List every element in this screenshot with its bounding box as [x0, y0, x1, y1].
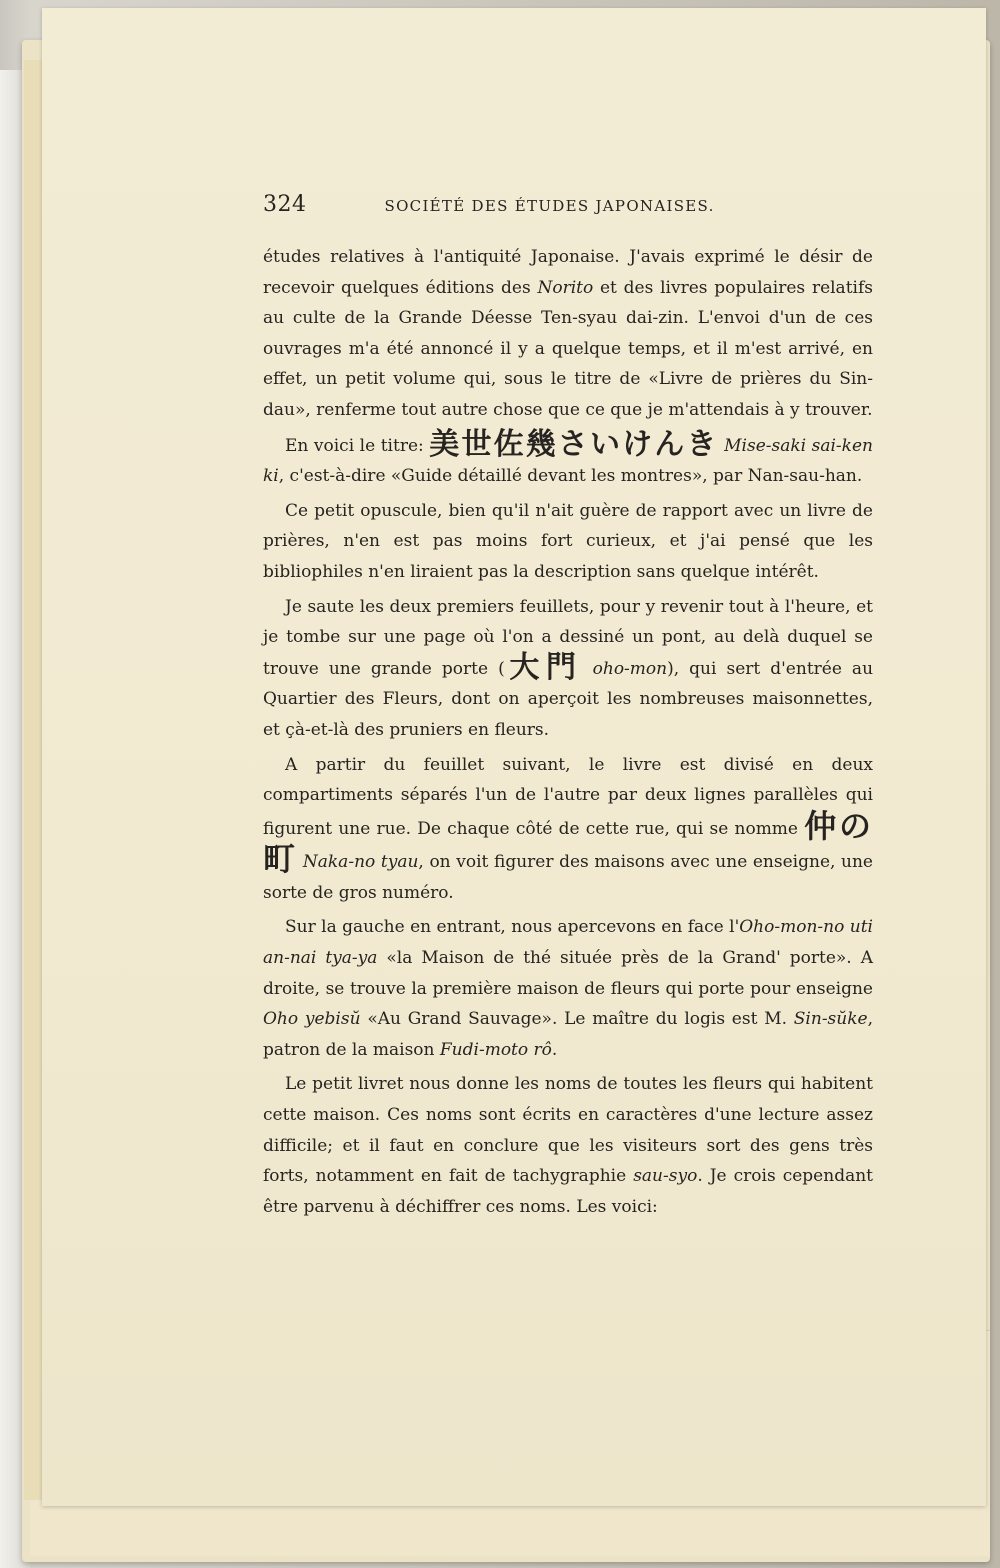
text: et des livres populaires relatifs au culte de la Grande Déesse Ten-syau dai-zin. L'envoi d'un de ces ouvrages m'a été annoncé il y a quelque temps, et il m'est arrivé, en effet, un petit volume qui, sous le titre de «Livre de prières du Sin-dau», renferme tout autre chose que ce que je m'attendais à y trouver. — [263, 277, 873, 420]
italic-term: Fudi-moto rô — [439, 1039, 552, 1060]
text: , patron de la maison — [263, 1009, 873, 1060]
page-number: 324 — [263, 192, 307, 217]
page-content — [263, 190, 873, 1222]
text: , on voit figurer des maisons avec une enseigne, une sorte de gros numéro. — [263, 852, 873, 903]
running-title: SOCIÉTÉ DES ÉTUDES JAPONAISES. — [384, 197, 715, 215]
text: Ce petit opuscule, bien qu'il n'ait guère de rapport avec un livre de prières, n'en est pas moins fort curieux, et j'ai pensé que les bibliophiles n'en liraient pas la description sans quelque intérêt. — [263, 500, 873, 582]
text: . Je crois cependant être parvenu à déchiffrer ces noms. Les voici: — [263, 1166, 873, 1217]
japanese-title: 美世佐幾さいけんき — [429, 426, 719, 462]
paragraph-6 — [263, 912, 873, 1065]
italic-term: Norito — [537, 277, 594, 298]
text: En voici le titre: — [285, 435, 430, 456]
text: . — [551, 1039, 558, 1060]
text: Je saute les deux premiers feuillets, pour y revenir tout à l'heure, et je tombe sur une page où l'on a dessiné un pont, au delà duquel se trouve une grande porte ( — [263, 596, 873, 679]
italic-term: Naka-no tyau — [302, 852, 419, 873]
text: «Au Grand Sauvage». Le maître du logis est M. — [360, 1009, 794, 1030]
text: ), qui sert d'entrée au Quartier des Fleurs, dont on aperçoit les nombreuses maisonnettes, et çà-et-là des pruniers en fleurs. — [263, 658, 874, 740]
italic-term: sau-syo — [633, 1166, 698, 1187]
paragraph-4 — [263, 592, 873, 746]
italic-term: Mise-saki sai-ken ki — [263, 435, 873, 487]
paragraph-7 — [263, 1069, 873, 1222]
japanese-term: 仲の町 — [263, 806, 873, 879]
text: , c'est-à-dire «Guide détaillé devant les montres», par Nan-sau-han. — [278, 466, 863, 487]
paragraph-1 — [263, 242, 873, 426]
japanese-term: 大門 — [504, 649, 583, 685]
text: Le petit livret nous donne les noms de toutes les fleurs qui habitent cette maison. Ces noms sont écrits en caractères d'une lecture assez difficile; et il faut en conclure que les visiteurs sort des gens très forts, notamment en fait de tachygraphie — [263, 1074, 873, 1187]
running-header — [263, 190, 873, 230]
paragraph-5 — [263, 750, 873, 909]
italic-term: Oho yebisŭ — [263, 1009, 361, 1030]
italic-term: Sin-sŭke — [793, 1009, 868, 1030]
italic-term: Oho-mon-no uti an-nai tya-ya — [263, 917, 873, 969]
text: études relatives à l'antiquité Japonaise. J'avais exprimé le désir de recevoir quelques éditions des — [263, 247, 873, 298]
italic-term: oho-mon — [592, 658, 668, 679]
text: A partir du feuillet suivant, le livre est divisé en deux compartiments séparés l'un de l'autre par deux lignes parallèles qui figurent une rue. De chaque côté de cette rue, qui se nomme — [263, 754, 873, 839]
paragraph-2 — [263, 426, 873, 492]
text: Sur la gauche en entrant, nous apercevons en face l' — [285, 917, 740, 938]
paragraph-3 — [263, 496, 873, 588]
text: «la Maison de thé située près de la Grand' porte». A droite, se trouve la première maison de fleurs qui porte pour enseigne — [263, 948, 873, 999]
